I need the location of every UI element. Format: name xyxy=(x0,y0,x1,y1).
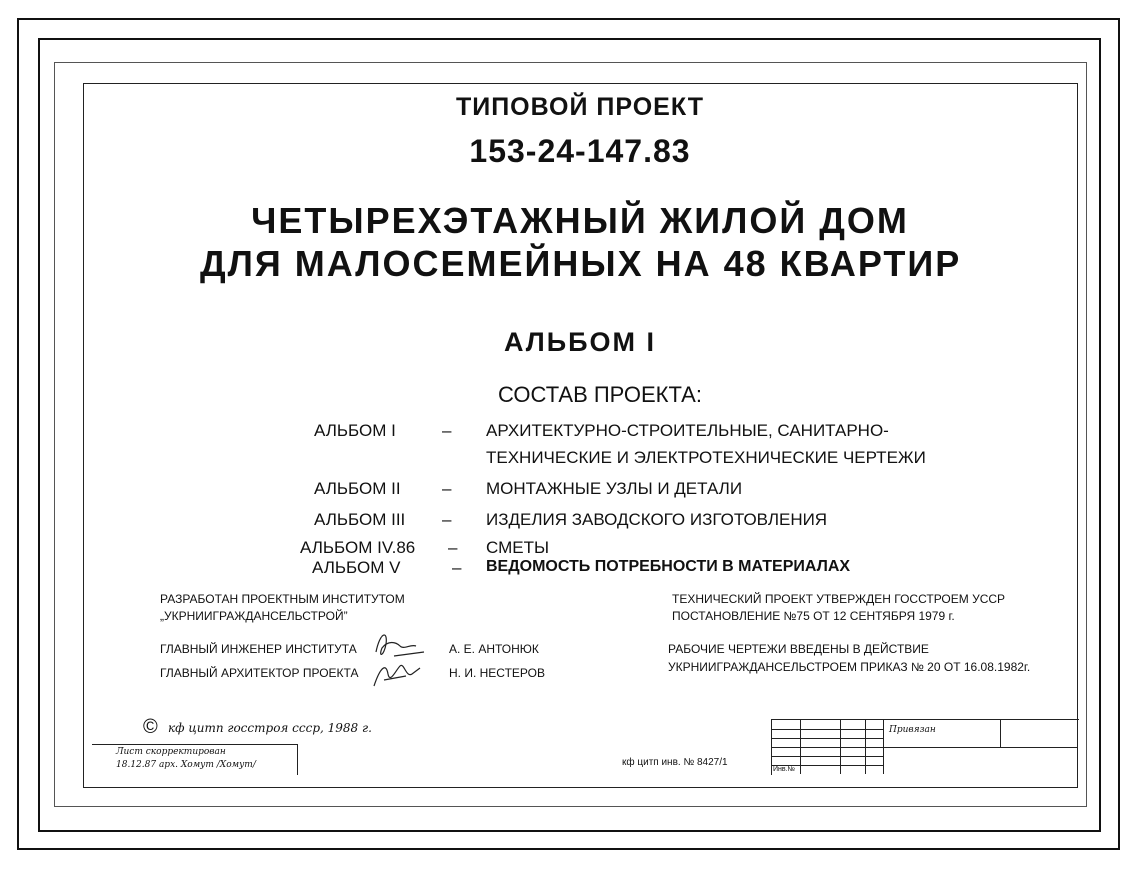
composition-dash-1: – xyxy=(442,421,452,440)
composition-album-1: АЛЬБОМ I xyxy=(314,421,396,440)
composition-dash-3: – xyxy=(442,510,452,529)
composition-desc-1b: ТЕХНИЧЕСКИЕ И ЭЛЕКТРОТЕХНИЧЕСКИЕ ЧЕРТЕЖИ xyxy=(486,448,926,467)
inventory-number: кф цитп инв. № 8427/1 xyxy=(622,757,728,768)
stamp-row-line xyxy=(771,747,1078,748)
composition-heading: СОСТАВ ПРОЕКТА: xyxy=(498,382,702,407)
chief-architect-name: Н. И. НЕСТЕРОВ xyxy=(449,666,545,680)
stamp-col-line xyxy=(840,719,841,774)
chief-engineer-name: А. Е. АНТОНЮК xyxy=(449,642,539,656)
stamp-col-line xyxy=(800,719,801,774)
stamp-row-line xyxy=(771,729,883,730)
composition-desc-5: ВЕДОМОСТЬ ПОТРЕБНОСТИ В МАТЕРИАЛАХ xyxy=(486,558,851,575)
stamp-row-line xyxy=(771,756,883,757)
composition-album-4: АЛЬБОМ IV.86 xyxy=(300,538,416,557)
composition-desc-3: ИЗДЕЛИЯ ЗАВОДСКОГО ИЗГОТОВЛЕНИЯ xyxy=(486,510,828,529)
stamp-row-line xyxy=(771,738,883,739)
title-line-1: ЧЕТЫРЕХЭТАЖНЫЙ ЖИЛОЙ ДОМ xyxy=(251,200,909,241)
developer-line-2: „УКРНИИГРАЖДАНСЕЛЬСТРОЙ” xyxy=(160,609,348,623)
approval-line-3: РАБОЧИЕ ЧЕРТЕЖИ ВВЕДЕНЫ В ДЕЙСТВИЕ xyxy=(668,642,929,656)
approval-line-2: ПОСТАНОВЛЕНИЕ №75 ОТ 12 СЕНТЯБРЯ 1979 г. xyxy=(672,609,955,623)
album-heading: АЛЬБОМ I xyxy=(503,327,657,357)
copyright-text: кф цитп госстроя ссср, 1988 г. xyxy=(168,721,372,735)
correction-note-line-1: Лист скорректирован xyxy=(116,747,226,757)
title-line-2: ДЛЯ МАЛОСЕМЕЙНЫХ НА 48 КВАРТИР xyxy=(200,243,962,284)
composition-dash-5: – xyxy=(452,558,462,577)
stamp-inv-label: Инв.№ xyxy=(773,766,796,773)
composition-dash-4: – xyxy=(448,538,458,557)
stamp-col-line xyxy=(1000,719,1001,747)
copyright-icon: © xyxy=(143,716,158,738)
correction-note-line-2: 18.12.87 арх. Хомут /Хомут/ xyxy=(116,760,256,770)
stamp-col-line xyxy=(883,719,884,774)
stamp-col-line xyxy=(865,719,866,774)
signatures xyxy=(366,622,446,692)
type-project-label: ТИПОВОЙ ПРОЕКТ xyxy=(455,93,705,121)
composition-desc-4: СМЕТЫ xyxy=(486,538,550,557)
composition-desc-2: МОНТАЖНЫЕ УЗЛЫ И ДЕТАЛИ xyxy=(486,479,743,498)
composition-album-5: АЛЬБОМ V xyxy=(312,558,401,577)
composition-dash-2: – xyxy=(442,479,452,498)
approval-line-4: УКРНИИГРАЖДАНСЕЛЬСТРОЕМ ПРИКАЗ № 20 ОТ 16.08.1982г. xyxy=(668,660,1031,674)
chief-engineer-role: ГЛАВНЫЙ ИНЖЕНЕР ИНСТИТУТА xyxy=(160,642,357,656)
project-number: 153-24-147.83 xyxy=(469,133,691,169)
composition-album-3: АЛЬБОМ III xyxy=(314,510,406,529)
stamp-bound-label: Привязан xyxy=(889,725,936,735)
composition-album-2: АЛЬБОМ II xyxy=(314,479,401,498)
developer-line-1: РАЗРАБОТАН ПРОЕКТНЫМ ИНСТИТУТОМ xyxy=(160,592,405,606)
composition-desc-1: АРХИТЕКТУРНО-СТРОИТЕЛЬНЫЕ, САНИТАРНО- xyxy=(486,421,889,440)
chief-architect-role: ГЛАВНЫЙ АРХИТЕКТОР ПРОЕКТА xyxy=(160,666,359,680)
approval-line-1: ТЕХНИЧЕСКИЙ ПРОЕКТ УТВЕРЖДЕН ГОССТРОЕМ УССР xyxy=(672,592,1006,606)
